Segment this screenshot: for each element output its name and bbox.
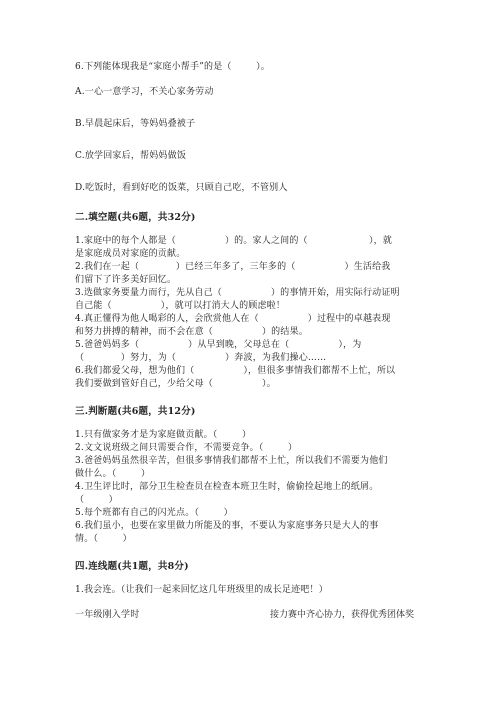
fill-line: 3.选做家务要量力而行，先从自己（ ）的事情开始，用实际行动证明 xyxy=(75,288,400,298)
judge-line: 做什么。（ ） xyxy=(75,469,151,479)
match-left-item: 一年级刚入学时 xyxy=(75,610,140,620)
q6-option-c: C.放学回家后，帮妈妈做饭 xyxy=(75,151,187,161)
fill-line: 5.爸爸妈妈多（ ）从早到晚，父母总在（ ），为 xyxy=(75,340,362,350)
q6-option-a: A.一心一意学习，不关心家务劳动 xyxy=(75,87,214,97)
judge-line: （ ） xyxy=(75,495,118,505)
judge-line: 1.只有做家务才是为家庭做贡献。（ ） xyxy=(75,430,252,440)
match-prompt: 1.我会连。（让我们一起来回忆这几年班级里的成长足迹吧！） xyxy=(75,585,328,595)
fill-line: 自己能（ ），就可以打消大人的顾虑啦！ xyxy=(75,301,286,311)
fill-line: （ ）努力，为（ ）奔波，为我们操心…… xyxy=(75,353,327,363)
fill-line: 6.我们都爱父母，想为他们（ ），但很多事情我们都帮不上忙，所以 xyxy=(75,366,396,376)
fill-line: 1.家庭中的每个人都是（ ）的。家人之间的（ ），就 xyxy=(75,236,393,246)
match-heading: 四.连线题(共1题，共8分) xyxy=(75,561,189,572)
fill-line: 和努力拼搏的精神，而不会在意（ ）的结果。 xyxy=(75,327,308,337)
judge-line: 4.卫生评比时，部分卫生检查员在检查本班卫生时，偷偷捡起地上的纸屑。 xyxy=(75,482,379,492)
fill-line: 们留下了许多美好回忆。 xyxy=(75,275,177,285)
judge-line: 情。（ ） xyxy=(75,534,132,544)
judge-line: 2.文文说班级之间只需要合作，不需要竞争。（ ） xyxy=(75,443,298,453)
q6-question: 6.下列能体现我是“家庭小帮手”的是（ ）。 xyxy=(75,62,270,72)
fill-heading: 二.填空题(共6题，共32分) xyxy=(75,212,196,223)
judge-line: 5.每个班都有自己的闪光点。（ ） xyxy=(75,508,233,518)
q6-option-d: D.吃饭时，看到好吃的饭菜，只顾自己吃，不管别人 xyxy=(75,183,288,193)
fill-line: 我们要做到管好自己，少给父母（ ）。 xyxy=(75,379,276,389)
fill-line: 2.我们在一起（ ）已经三年多了，三年多的（ ）生活给我 xyxy=(75,262,391,272)
q6-option-b: B.早晨起床后，等妈妈叠被子 xyxy=(75,119,196,129)
fill-line: 4.真正懂得为他人喝彩的人，会欣赏他人在（ ）过程中的卓越表现 xyxy=(75,314,391,324)
judge-line: 3.爸爸妈妈虽然很辛苦，但很多事情我们都帮不上忙，所以我们不需要为他们 xyxy=(75,456,388,466)
judge-heading: 三.判断题(共6题，共12分) xyxy=(75,406,196,417)
match-right-item: 接力赛中齐心协力，获得优秀团体奖 xyxy=(270,610,415,620)
judge-line: 6.我们虽小，也要在家里做力所能及的事，不要认为家庭事务只是大人的事 xyxy=(75,521,379,531)
fill-line: 是家庭成员对家庭的贡献。 xyxy=(75,249,186,259)
